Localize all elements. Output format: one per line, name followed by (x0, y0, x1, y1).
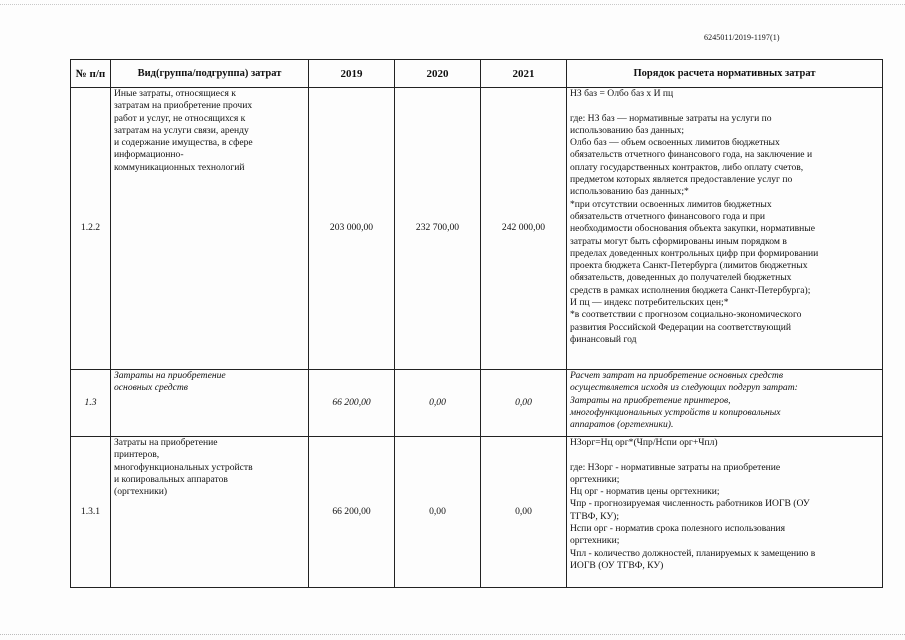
table-row (71, 370, 883, 437)
scan-top-edge (0, 0, 905, 5)
text-line: Чпр - прогнозируемая численность работников ИОГВ (ОУ (570, 498, 810, 510)
text-line: оргтехники; (570, 535, 620, 547)
text-line: НЗ баз = Олбо баз х И пц (570, 88, 674, 99)
row-code: 1.2.2 (71, 88, 111, 370)
row-calc (567, 88, 883, 370)
text-line (570, 100, 879, 112)
header-2020: 2020 (395, 60, 481, 88)
document-number: 6245011/2019-1197(1) (704, 33, 780, 42)
text-line: и содержание имущества, в сфере (114, 137, 253, 149)
text-line: информационно- (114, 149, 184, 161)
text-line: затратам на приобретение прочих (114, 100, 253, 112)
text-line: обязательств отчетного финансового года, на заключение и (570, 149, 813, 161)
text-line: Расчет затрат на приобретение основных средств (570, 370, 783, 381)
text-line: Нспи орг - норматив срока полезного использования (570, 523, 786, 535)
row-code: 1.3 (71, 370, 111, 437)
header-2019: 2019 (309, 60, 395, 88)
text-line: принтеров, (114, 449, 160, 461)
text-line: НЗорг=Нц орг*(Чпр/Нспи орг+Чпл) (570, 437, 718, 448)
text-line: обязательств, доведенных до получателей бюджетных (570, 272, 792, 284)
row-value-2019: 66 200,00 (309, 370, 395, 437)
row-value-2019: 203 000,00 (309, 88, 395, 370)
text-line: И пц — индекс потребительских цен;* (570, 297, 729, 309)
row-name (111, 437, 309, 588)
header-type: Вид(группа/подгруппа) затрат (111, 60, 309, 88)
row-value-2020: 0,00 (395, 437, 481, 588)
text-line: использованию баз данных;* (570, 186, 689, 198)
row-value-2021: 0,00 (481, 370, 567, 437)
text-line: затратам на услуги связи, аренду (114, 124, 249, 136)
header-calc: Порядок расчета нормативных затрат (567, 60, 883, 88)
text-line: (оргтехники) (114, 486, 168, 498)
row-calc (567, 437, 883, 588)
scan-bottom-edge (0, 634, 905, 637)
table-row (71, 88, 883, 370)
text-line: затраты могут быть сформированы иным порядком в (570, 235, 787, 247)
text-line: проекта бюджета Санкт-Петербурга (лимитов бюджетных (570, 260, 808, 272)
text-line (570, 449, 879, 461)
text-line: средств в рамках исполнения бюджета Санкт-Петербурга); (570, 284, 811, 296)
text-line: ИОГВ (ОУ ТГВФ, КУ) (570, 559, 664, 571)
text-line: где: НЗорг - нормативные затраты на приобретение (570, 461, 781, 473)
text-line: *при отсутствии освоенных лимитов бюджетных (570, 198, 772, 210)
header-num: № п/п (71, 60, 111, 88)
text-line: оргтехники; (570, 473, 620, 485)
text-line: и копировальных аппаратов (114, 473, 228, 485)
text-line: предметом которых является предоставление услуг по (570, 174, 793, 186)
table-row (71, 437, 883, 588)
text-line: Иные затраты, относящиеся к (114, 88, 236, 99)
text-line: ТГВФ, КУ); (570, 510, 620, 522)
text-line: многофункциональных устройств и копировальных (570, 406, 781, 418)
row-value-2021: 0,00 (481, 437, 567, 588)
text-line: Олбо баз — объем освоенных лимитов бюджетных (570, 137, 780, 149)
text-line: необходимости обоснования объекта закупки, нормативные (570, 223, 815, 235)
header-2021: 2021 (481, 60, 567, 88)
text-line: Нц орг - норматив цены оргтехники; (570, 486, 720, 498)
table-header-row (71, 60, 883, 88)
text-line: многофункциональных устройств (114, 461, 253, 473)
row-value-2021: 242 000,00 (481, 88, 567, 370)
text-line: где: НЗ баз — нормативные затраты на услуги по (570, 112, 772, 124)
row-code: 1.3.1 (71, 437, 111, 588)
text-line: *в соответствии с прогнозом социально-экономического (570, 309, 802, 321)
text-line: Затраты на приобретение принтеров, (570, 394, 731, 406)
text-line: основных средств (114, 382, 188, 394)
row-calc (567, 370, 883, 437)
text-line: Затраты на приобретение (114, 370, 226, 381)
text-line: Чпл - количество должностей, планируемых к замещению в (570, 547, 816, 559)
text-line: оплату государственных контрактов, либо оплату счетов, (570, 161, 804, 173)
text-line: Затраты на приобретение (114, 437, 218, 448)
text-line: обязательств отчетного финансового года и при (570, 210, 766, 222)
text-line: финансовый год (570, 333, 637, 345)
row-value-2020: 0,00 (395, 370, 481, 437)
text-line: осуществляется исходя из следующих подгруп затрат: (570, 382, 798, 394)
cost-norms-table (70, 59, 883, 588)
text-line: аппаратов (оргтехники). (570, 419, 674, 431)
row-name (111, 370, 309, 437)
text-line: коммуникационных технологий (114, 161, 245, 173)
text-line: использованию баз данных; (570, 124, 685, 136)
text-line: пределах доведенных контрольных цифр при формировании (570, 247, 819, 259)
row-name (111, 88, 309, 370)
text-line: работ и услуг, не относящихся к (114, 112, 246, 124)
text-line: развития Российской Федерации на соответствующий (570, 321, 792, 333)
row-value-2019: 66 200,00 (309, 437, 395, 588)
row-value-2020: 232 700,00 (395, 88, 481, 370)
